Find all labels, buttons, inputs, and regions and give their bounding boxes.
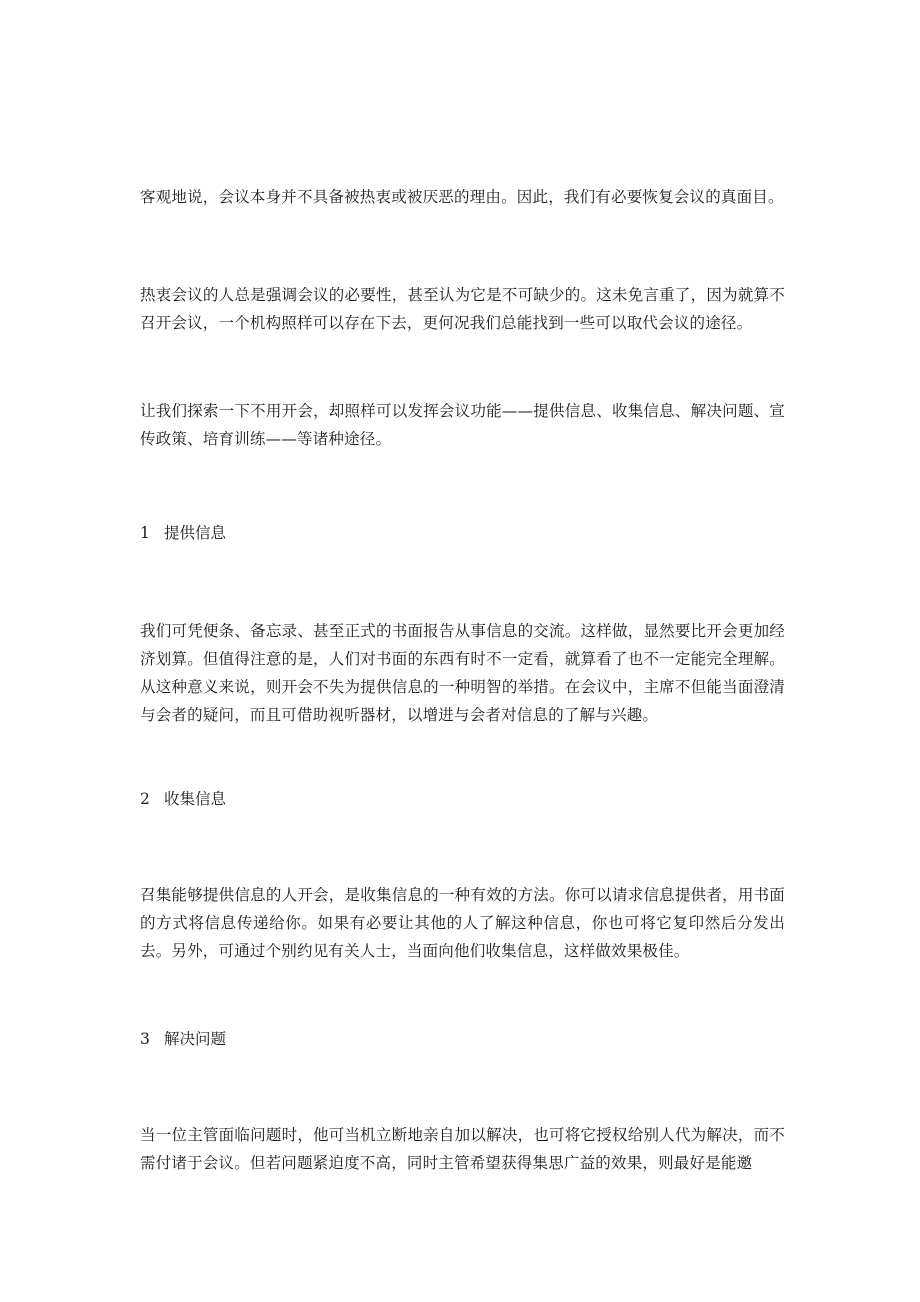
section-title: 解决问题 <box>164 1030 227 1048</box>
section-heading-3 <box>140 1025 226 1053</box>
section-number: 2 <box>140 790 150 808</box>
intro-paragraph-3: 让我们探索一下不用开会，却照样可以发挥会议功能——提供信息、收集信息、解决问题、宣传政策、培育训练——等诸种途径。 <box>140 402 785 448</box>
section-body-2: 召集能够提供信息的人开会，是收集信息的一种有效的方法。你可以请求信息提供者，用书面的方式将信息传递给你。如果有必要让其他的人了解这种信息，你也可将它复印然后分发出去。另外，可通过个别约见有关人士，当面向他们收集信息，这样做效果极佳。 <box>140 886 785 960</box>
section-heading-1 <box>140 519 226 547</box>
section-body-3: 当一位主管面临问题时，他可当机立断地亲自加以解决，也可将它授权给别人代为解决，而不需付诸于会议。但若问题紧迫度不高，同时主管希望获得集思广益的效果，则最好是能邀 <box>140 1126 785 1172</box>
section-title: 收集信息 <box>164 790 227 808</box>
section-number: 1 <box>140 524 150 542</box>
intro-paragraph-2: 热衷会议的人总是强调会议的必要性，甚至认为它是不可缺少的。这未免言重了，因为就算不召开会议，一个机构照样可以存在下去，更何况我们总能找到一些可以取代会议的途径。 <box>140 286 785 332</box>
section-body-1: 我们可凭便条、备忘录、甚至正式的书面报告从事信息的交流。这样做，显然要比开会更加经济划算。但值得注意的是，人们对书面的东西有时不一定看，就算看了也不一定能完全理解。从这种意义来说，则开会不失为提供信息的一种明智的举措。在会议中，主席不但能当面澄清与会者的疑问，而且可借助视听器材，以增进与会者对信息的了解与兴趣。 <box>140 622 785 724</box>
section-title: 提供信息 <box>164 524 227 542</box>
section-heading-2 <box>140 785 226 813</box>
intro-paragraph-1: 客观地说，会议本身并不具备被热衷或被厌恶的理由。因此，我们有必要恢复会议的真面目。 <box>140 188 784 206</box>
section-number: 3 <box>140 1030 150 1048</box>
